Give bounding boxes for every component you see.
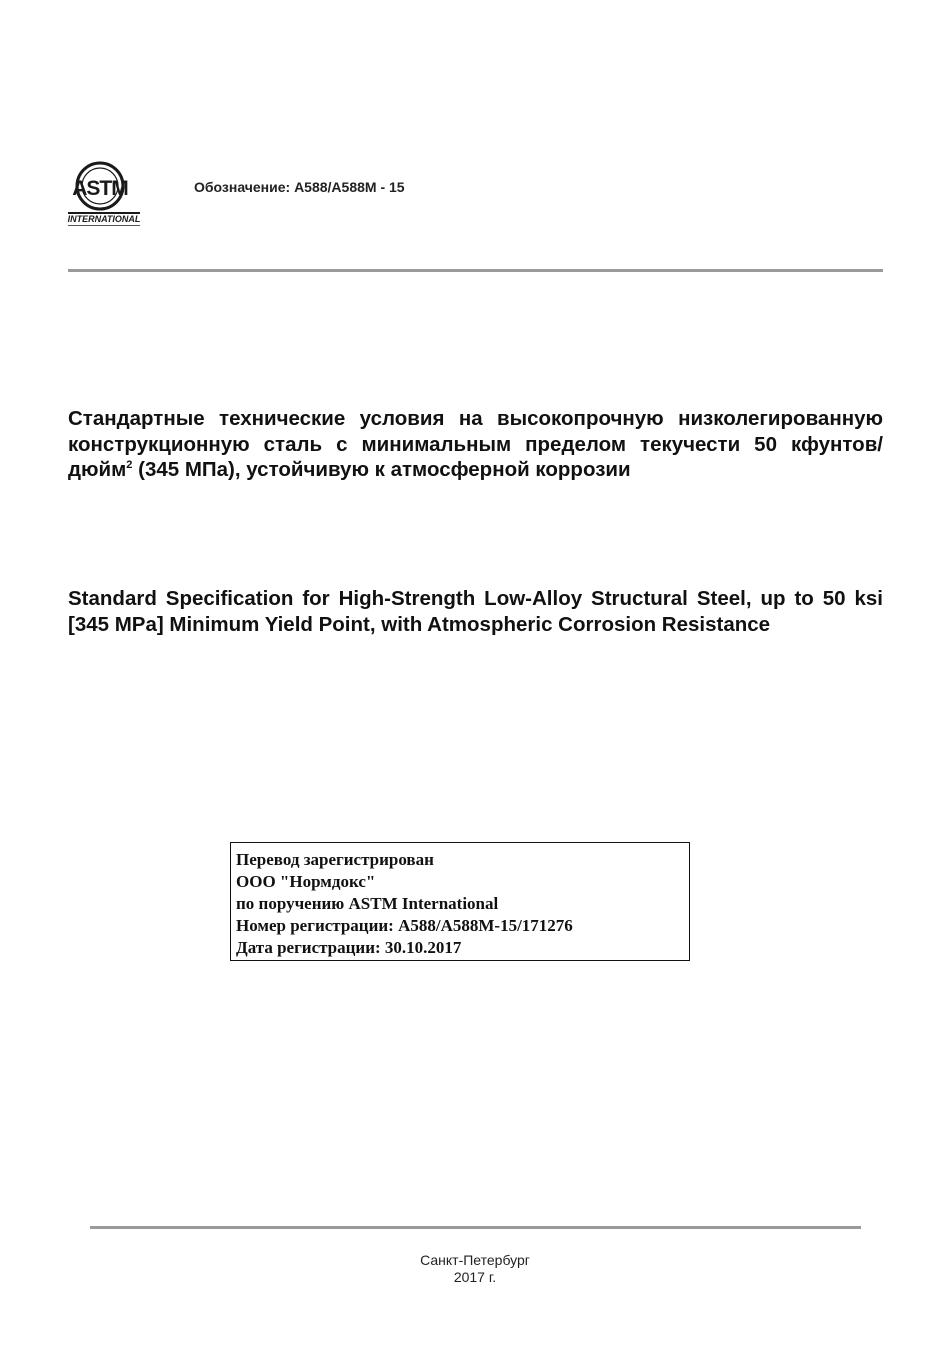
header-divider bbox=[68, 269, 883, 272]
registration-line: ООО "Нормдокс" bbox=[236, 872, 376, 891]
svg-text:INTERNATIONAL: INTERNATIONAL bbox=[67, 214, 141, 224]
registration-box bbox=[230, 842, 690, 961]
svg-text:ASTM: ASTM bbox=[72, 177, 128, 200]
astm-logo bbox=[66, 160, 142, 228]
title-russian-superscript: 2 bbox=[126, 459, 133, 472]
designation-label: Обозначение: A588/A588M - 15 bbox=[194, 179, 405, 195]
footer-divider bbox=[90, 1226, 861, 1229]
footer-city: Санкт-Петербург bbox=[420, 1252, 530, 1268]
title-english: Standard Specification for High-Strength Low-Alloy Structural Steel, up to 50 ksi [345 MPa] Minimum Yield Point, with Atmospheric Corrosion Resistance bbox=[68, 587, 883, 636]
title-russian-part1: Стандартные технические условия на высокопрочную низколегированную конструкционную сталь с минимальным пределом текучести 50 кфунтов/дюйм bbox=[68, 407, 883, 481]
footer-year: 2017 г. bbox=[453, 1269, 497, 1285]
registration-line: Номер регистрации: A588/A588M-15/171276 bbox=[236, 916, 573, 935]
title-russian-part2: (345 МПа), устойчивую к атмосферной коррозии bbox=[132, 458, 631, 481]
footer bbox=[0, 1252, 950, 1286]
title-russian bbox=[68, 406, 883, 483]
registration-line: по поручению ASTM International bbox=[236, 894, 499, 913]
registration-line: Дата регистрации: 30.10.2017 bbox=[236, 938, 462, 957]
registration-line: Перевод зарегистрирован bbox=[236, 850, 434, 869]
